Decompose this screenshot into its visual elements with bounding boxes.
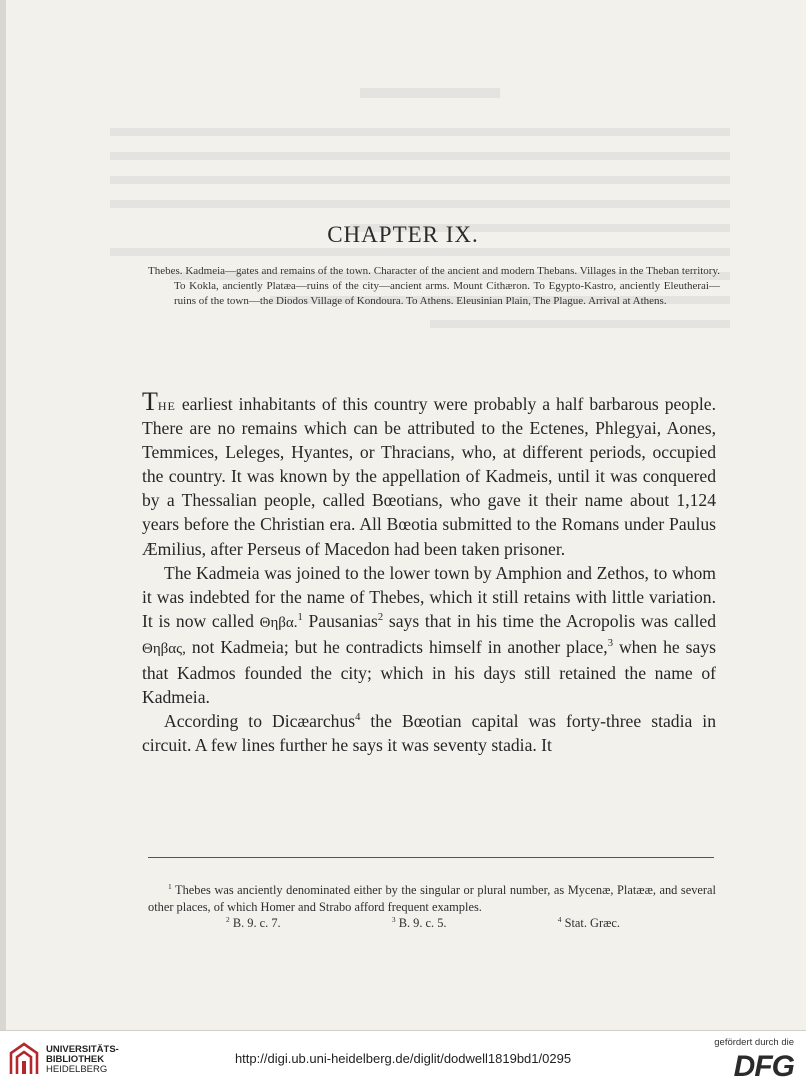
footnote-3-mark: 3 bbox=[391, 914, 396, 924]
paragraph-1 bbox=[142, 387, 716, 561]
library-name-line-1: UNIVERSITÄTS- bbox=[46, 1044, 119, 1055]
main-text bbox=[142, 387, 716, 757]
library-name-line-3: HEIDELBERG bbox=[46, 1064, 108, 1075]
footnote-ref-4[interactable]: 4 bbox=[355, 712, 361, 724]
viewer-footer bbox=[0, 1030, 806, 1086]
footnote-1-mark: 1 bbox=[168, 881, 172, 891]
greek-word-thebai: Θηβα. bbox=[259, 614, 298, 631]
paragraph-2-text-e: when he says that Kadmos founded the city; which in his days still retained the name of Kadmeia. bbox=[142, 636, 716, 708]
paragraph-3 bbox=[142, 709, 716, 757]
chapter-summary bbox=[148, 264, 720, 310]
footnote-3 bbox=[392, 915, 447, 932]
footnote-4-text: Stat. Græc. bbox=[561, 916, 620, 930]
dfg-logo[interactable]: DFG bbox=[733, 1050, 794, 1083]
footnote-4 bbox=[558, 915, 620, 932]
paragraph-1-text: earliest inhabitants of this country were probably a half barbarous people. There are no remains which can be attributed to the Ectenes, Phlegyai, Aones, Temmices, Leleges, Hyantes, or Thracians, who, at different periods, occupied the country. It was known by the appellation of Kadmeis, until it was conquered by a Thessalian people, called Bœotians, who gave it their name about 1,124 years before the Christian era. All Bœotia submitted to the Romans under Paulus Æmilius, after Perseus of Macedon had been taken prisoner. bbox=[142, 394, 716, 559]
footnote-2 bbox=[226, 915, 281, 932]
greek-word-thebas: Θηβας, bbox=[142, 640, 186, 657]
footnote-ref-2[interactable]: 2 bbox=[377, 611, 384, 623]
footnote-3-text: B. 9. c. 5. bbox=[395, 916, 447, 930]
paragraph-2-text-a: The Kadmeia was joined to the lower town by Amphion and Zethos, to whom it was indebted for the name of Thebes, which it still retains with little variation. It is now called bbox=[142, 562, 716, 631]
paragraph-2 bbox=[142, 561, 716, 710]
paragraph-3-text-b: the Bœotian capital was forty-three stadia in circuit. A few lines further he says it was seventy stadia. It bbox=[142, 711, 716, 756]
paragraph-2-text-b: Pausanias bbox=[302, 610, 378, 631]
footnote-ref-3[interactable]: 3 bbox=[607, 638, 613, 650]
footnote-rule bbox=[148, 857, 714, 858]
footnote-ref-1[interactable]: 1 bbox=[297, 611, 303, 623]
drop-cap: T bbox=[142, 387, 158, 416]
permalink-url[interactable]: http://digi.ub.uni-heidelberg.de/diglit/dodwell1819bd1/0295 bbox=[234, 1051, 572, 1066]
chapter-title: CHAPTER IX. bbox=[327, 222, 479, 247]
footnotes bbox=[148, 882, 716, 932]
footnote-1-text: Thebes was anciently denominated either by the singular or plural number, as Mycenæ, Platææ, and several other places, of which Homer and Strabo afford frequent examples. bbox=[148, 883, 716, 914]
paragraph-2-text-c: says that in his time the Acropolis was called bbox=[383, 610, 716, 631]
small-caps-word: he bbox=[157, 394, 176, 414]
footnote-2-mark: 2 bbox=[226, 914, 230, 924]
funding-note: gefördert durch die bbox=[714, 1037, 794, 1048]
library-name-line-2: BIBLIOTHEK bbox=[46, 1054, 105, 1065]
footnote-2-text: B. 9. c. 7. bbox=[229, 916, 281, 930]
chapter-summary-text: Thebes. Kadmeia—gates and remains of the town. Character of the ancient and modern Thebans. Villages in the Theban territory. To Kokla, anciently Platæa—ruins of the city—ancient arms. Mount Cithæron. To Egypto-Kastro, anciently Eleutherai—ruins of the town—the Diodos Village of Kondoura. To Athens. Eleusinian Plain, The Plague. Arrival at Athens. bbox=[148, 265, 720, 308]
paragraph-2-text-d: not Kadmeia; but he contradicts himself in another place, bbox=[185, 636, 608, 657]
footnote-4-mark: 4 bbox=[557, 914, 562, 924]
page-edge bbox=[0, 0, 6, 1030]
footnote-1 bbox=[148, 882, 716, 915]
paragraph-3-text-a: According to Dicæarchus bbox=[164, 711, 356, 732]
footnote-refs-row bbox=[148, 915, 716, 932]
